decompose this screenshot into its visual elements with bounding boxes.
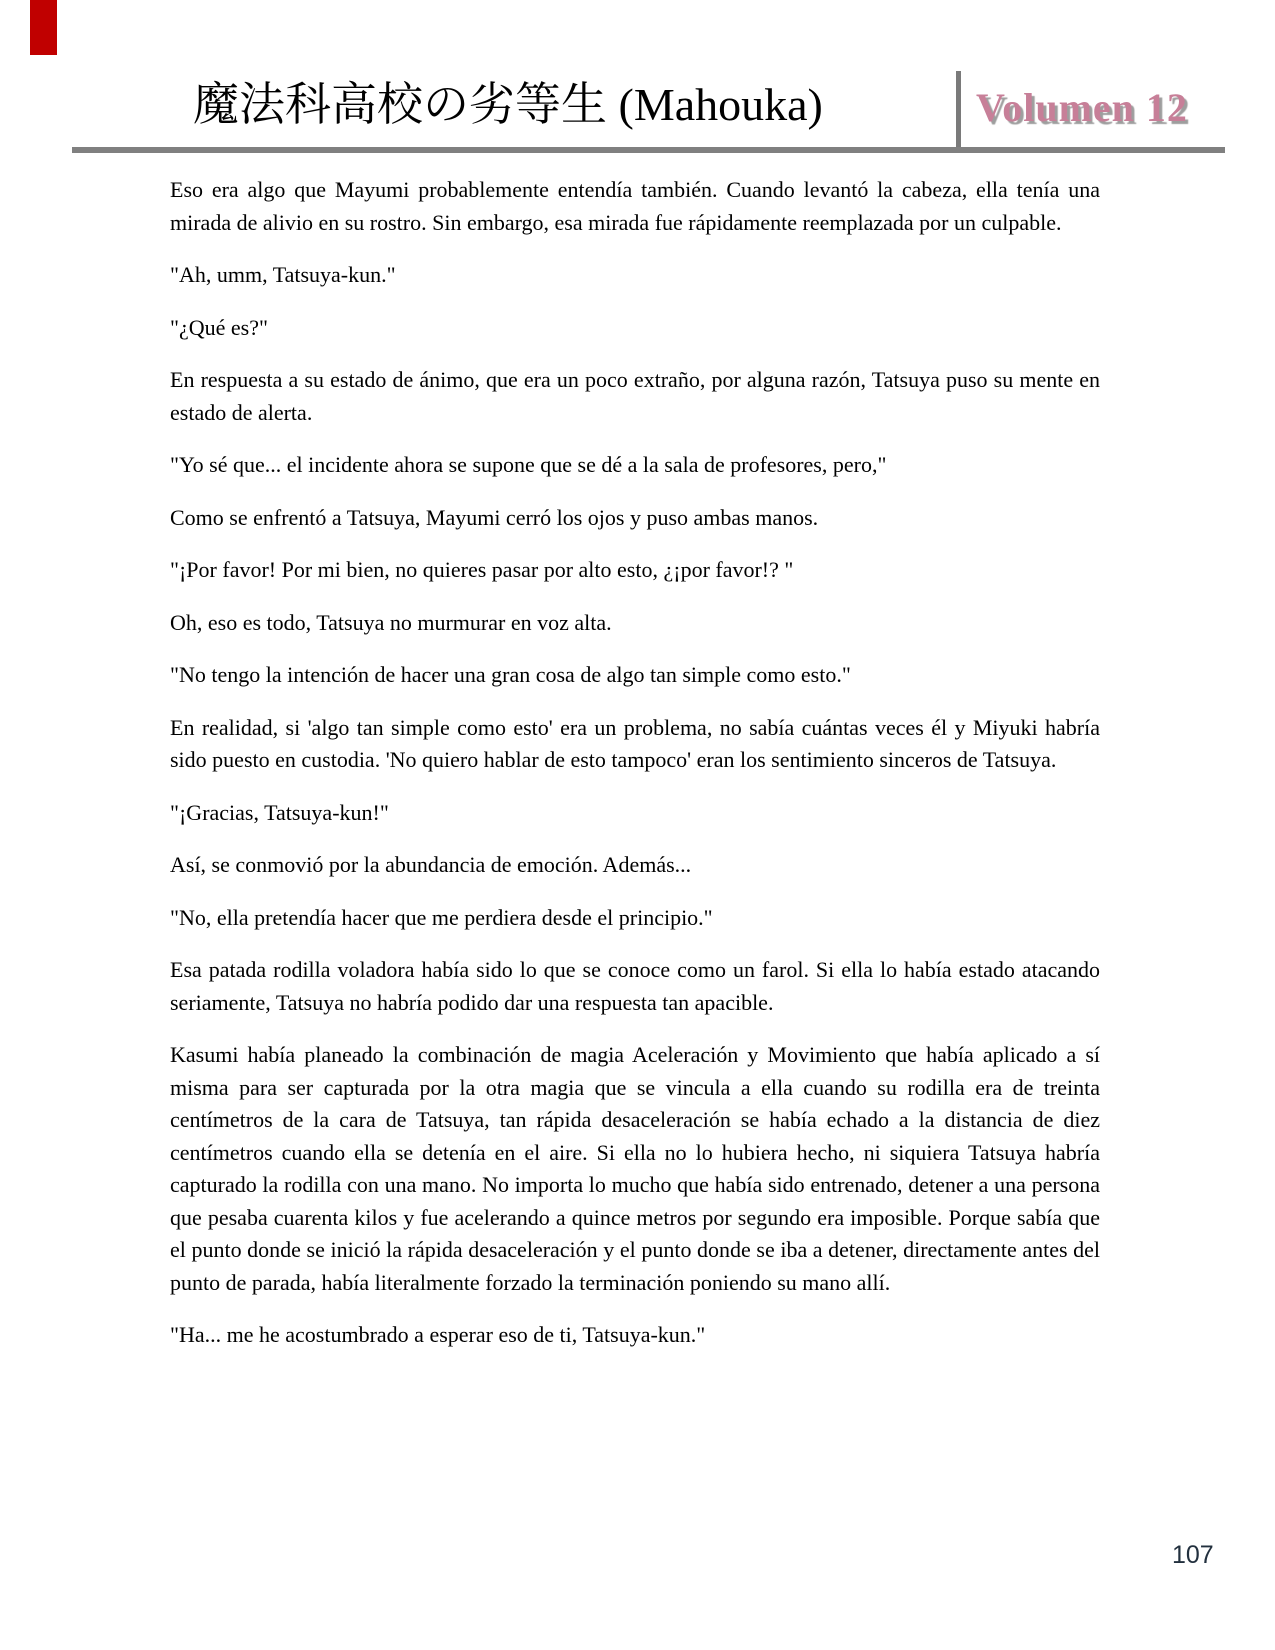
paragraph: En respuesta a su estado de ánimo, que era un poco extraño, por alguna razón, Tatsuya puso su mente en estado de alerta. bbox=[170, 367, 1100, 425]
red-highlight-mark bbox=[30, 0, 57, 55]
body-paragraphs bbox=[170, 174, 1100, 1372]
paragraph: "Ha... me he acostumbrado a esperar eso de ti, Tatsuya-kun." bbox=[170, 1322, 706, 1347]
paragraph: "¿Qué es?" bbox=[170, 314, 268, 340]
paragraph: En realidad, si 'algo tan simple como esto' era un problema, no sabía cuántas veces él y Miyuki habría sido puesto en custodia. 'No quiero hablar de esto tampoco' eran los sentimiento sinceros de Tatsuya. bbox=[170, 714, 1100, 772]
paragraph: "No, ella pretendía hacer que me perdiera desde el principio." bbox=[170, 904, 713, 930]
paragraph: "¡Por favor! Por mi bien, no quieres pasar por alto esto, ¿¡por favor!? " bbox=[170, 557, 794, 582]
paragraph: Oh, eso es todo, Tatsuya no murmurar en voz alta. bbox=[170, 609, 612, 635]
paragraph: Esa patada rodilla voladora había sido lo que se conoce como un farol. Si ella lo había estado atacando seriamente, Tatsuya no habría podido dar una respuesta tan apacible. bbox=[170, 957, 1100, 1015]
paragraph: "Yo sé que... el incidente ahora se supone que se dé a la sala de profesores, pero," bbox=[170, 452, 887, 477]
paragraph: Eso era algo que Mayumi probablemente entendía también. Cuando levantó la cabeza, ella tenía una mirada de alivio en su rostro. Sin embargo, esa mirada fue rápidamente reemplazada por un culpable. bbox=[170, 177, 1100, 235]
header-rule bbox=[72, 147, 1225, 153]
paragraph: Kasumi había planeado la combinación de magia Aceleración y Movimiento que había aplicado a sí misma para ser capturada por la otra magia que se vincula a ella cuando su rodilla era de treinta centímetros de la cara de Tatsuya, tan rápida desaceleración se había echado a la distancia de diez centímetros cuando ella se detenía en el aire. Si ella no lo hubiera hecho, ni siquiera Tatsuya habría capturado la rodilla con una mano. No importa lo mucho que había sido entrenado, detener a una persona que pesaba cuarenta kilos y fue acelerando a quince metros por segundo era imposible. Porque sabía que el punto donde se inició la rápida desaceleración y el punto donde se iba a detener, directamente antes del punto de parada, había literalmente forzado la terminación poniendo su mano allí. bbox=[170, 1042, 1100, 1295]
paragraph: Así, se conmovió por la abundancia de emoción. Además... bbox=[170, 852, 692, 877]
page-number: 107 bbox=[1172, 1541, 1214, 1569]
paragraph: "¡Gracias, Tatsuya-kun!" bbox=[170, 799, 389, 825]
volume-label: Volumen 12 bbox=[976, 85, 1188, 130]
header-divider-bar bbox=[956, 71, 961, 150]
page-title: 魔法科高校の劣等生 (Mahouka) bbox=[193, 79, 823, 130]
paragraph: "Ah, umm, Tatsuya-kun." bbox=[170, 262, 396, 287]
paragraph: Como se enfrentó a Tatsuya, Mayumi cerró los ojos y puso ambas manos. bbox=[170, 504, 819, 530]
paragraph: "No tengo la intención de hacer una gran cosa de algo tan simple como esto." bbox=[170, 662, 851, 687]
